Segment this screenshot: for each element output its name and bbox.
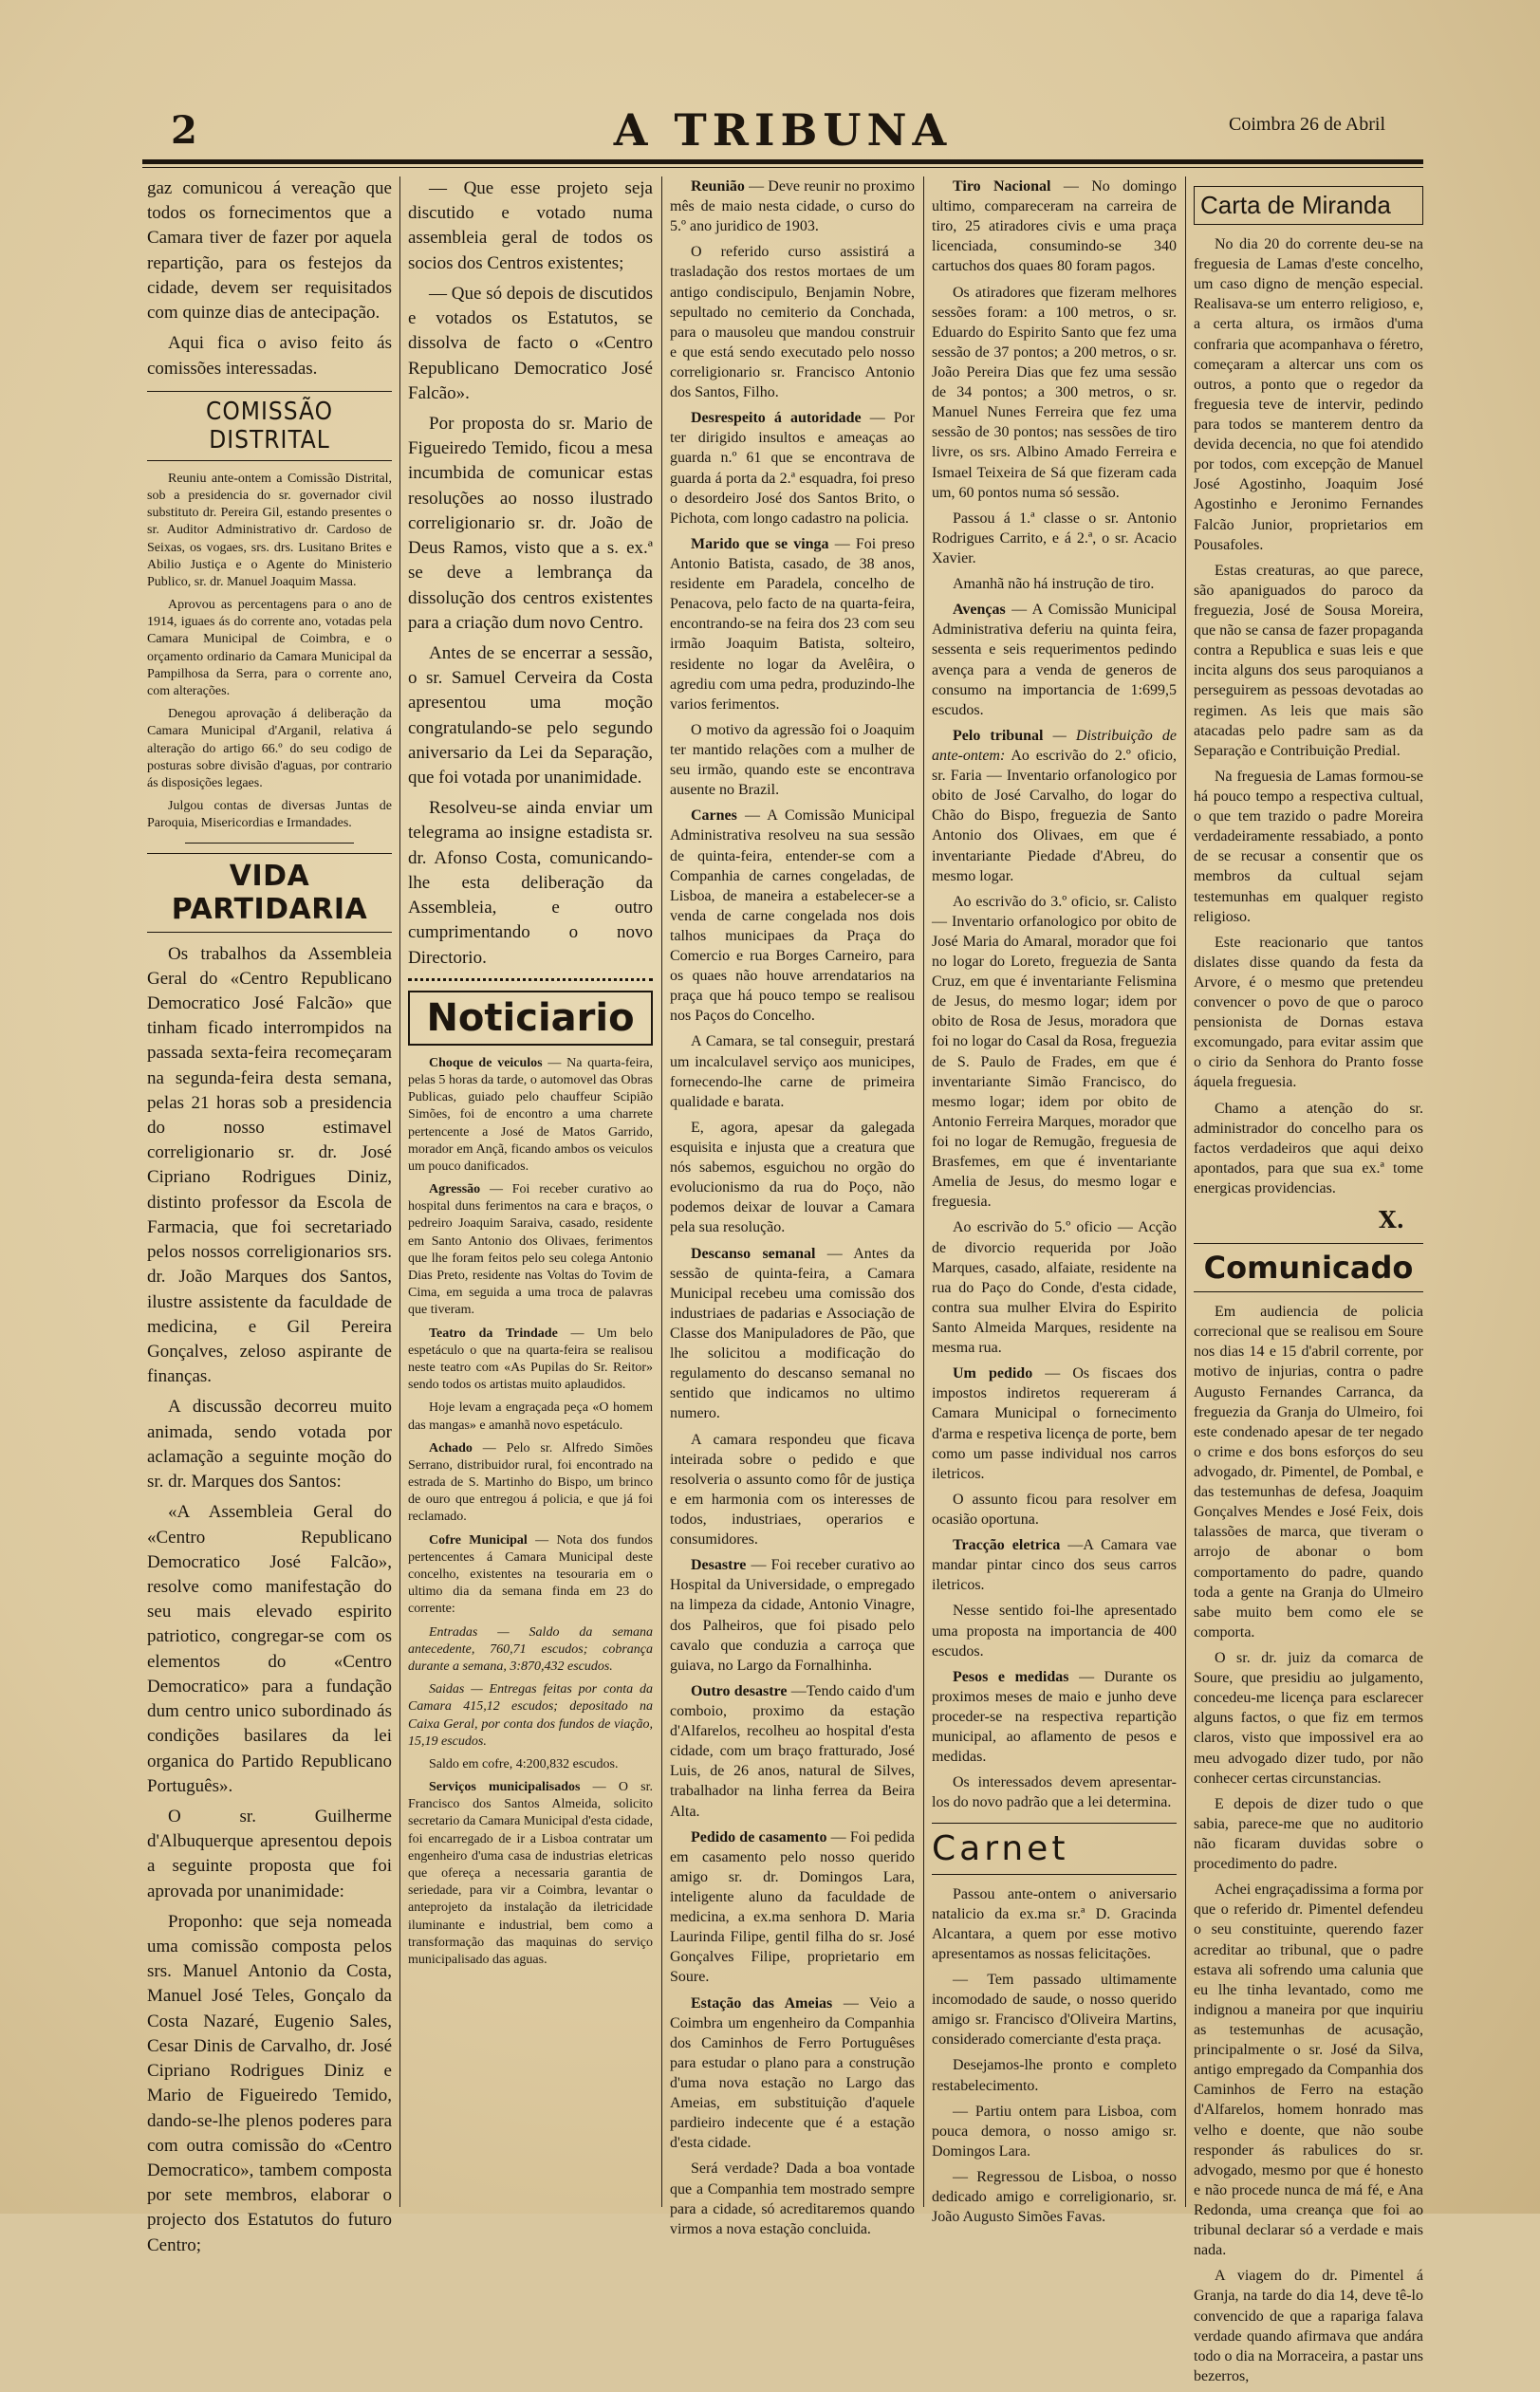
paragraph: O assunto ficou para resolver em ocasião oportuna. [932,1491,1177,1528]
paragraph: Proponho: que seja nomeada uma comissão composta pelos srs. Manuel Antonio da Costa, Manuel José Teles, Gonçalo da Costa Nazaré, Eugenio Sales, Cesar Dinis de Carvalho, dr. José Cipriano Rodrigues Diniz e Mario de Figueiredo Temido, dando-se-lhe plenos poderes para com outra comissão do «Centro Democratico», tambem composta por sete membros, elaborar o projecto dos Estatutos do futuro Centro; [147,1911,392,2255]
paragraph: Saldo em cofre, 4:200,832 escudos. [429,1756,619,1771]
column-rule [923,176,924,2207]
paragraph: Passou á 1.ª classe o sr. Antonio Rodrigues Carrito, e á 2.ª, o sr. Acacio Xavier. [932,510,1177,566]
news-keyword: Reunião [691,178,745,195]
paragraph: Ao escrivão do 3.º oficio, sr. Calisto — Inventario orfanologico por obito de José Maria do Amaral, morador que foi no logar do Loreto, freguezia de Santa Cruz, em que é inventariante Felismina de Jesus, do mesmo logar; idem por obito de Rosa de Jesus, moradora que foi no logar do Casal da Rosa, freguezia de S. Paulo de Frades, em que é inventariante Simão Francisco, do mesmo logar; idem por obito de Antonio Ferreira Marques, morador que foi no logar de Remugão, freguesia de Brasfemes, em que é inventariante Amelia de Jesus, do mesmo logar e freguesia. [932,893,1177,1211]
news-item: Pedido de casamento — Foi pedida em casamento pelo nosso querido amigo sr. dr. Domingos Lara, inteligente aluno da faculdade de medicina, a ex.ma senhora D. Maria Laurinda Filipe, gentil filha do sr. José Gonçalves Filipe, proprietario em Soure. [670,1828,916,1986]
column-1 [147,176,392,2264]
masthead: A TRIBUNA [613,104,953,156]
paragraph: Na freguesia de Lamas formou-se há pouco tempo a respectiva cultual, o que tem trazido o padre Moreira verdadeiramente ressabiado, a ponto de se recusar a consentir que os membros da cultual sejam testemunhas em qualquer registo religioso. [1194,768,1423,925]
paragraph: «A Assembleia Geral do «Centro Republicano Democratico José Falcão», resolve como manifestação do seu mais elevado espirito patriotico, congregar-se com os elementos do «Centro Democratico» para a fundação dum centro unico subordinado ás condições basilares da lei organica do Partido Republicano Português». [147,1502,392,1796]
news-keyword: Serviços municipalisados [429,1780,581,1795]
paragraph: Denegou aprovação á deliberação da Camara Municipal d'Arganil, relativa á alteração do artigo 66.º do seu codigo de posturas sobre divisão d'aguas, por contrario ás disposições legaes. [147,707,392,790]
paragraph: Os trabalhos da Assembleia Geral do «Centro Republicano Democratico José Falcão» que tinham ficado interrompidos na passada sexta-feira recomeçaram na segunda-feira desta semana, pelas 21 horas sob a presidencia do nosso estimavel correligionario sr. dr. José Cipriano Rodrigues Diniz, distinto professor da Escola de Farmacia, que foi secretariado pelos nossos correligionarios srs. dr. João Marques dos Santos, ilustre assistente da faculdade de medicina, e Gil Pereira Gonçalves, zeloso aspirante de finanças. [147,943,392,1387]
news-keyword: Desrespeito á autoridade [691,410,862,427]
news-item: Choque de veiculos — Na quarta-feira, pelas 5 horas da tarde, o automovel das Obras Publicas, guiado pelo chauffeur Scipião Simões, foi de encontro a uma charrete pertencente a José de Matos Garrido, morador em Ançã, ficando ambos os veiculos um pouco danificados. [408,1055,654,1174]
paragraph: — Que só depois de discutidos e votados os Estatutos, se dissolva de facto o «Centro Republicano Democratico José Falcão». [408,283,653,403]
news-keyword: Carnes [691,807,737,825]
news-item: Pelo tribunal — Distribuição de ante-ontem: Ao escrivão do 2.º oficio, sr. Faria — Inventario orfanologico por obito de José Carvalho, do logar do Chão do Bispo, freguezia de Santo Antonio dos Olivaes, em que é inventariante Piedade d'Abreu, do mesmo logar. [932,727,1178,884]
news-keyword: Outro desastre [691,1682,788,1699]
paragraph: Chamo a atenção do sr. administrador do concelho para os factos verdadeiros que aqui deixo apontados, para que sua ex.ª tome energicas providencias. [1194,1100,1423,1197]
paragraph: — Que esse projeto seja discutido e votado numa assembleia geral de todos os socios dos Centros existentes; [408,178,653,273]
signature: X. [1379,1206,1404,1234]
paragraph: — Partiu ontem para Lisboa, com pouca demora, o nosso amigo sr. Domingos Lara. [932,2103,1177,2160]
paragraph: A viagem do dr. Pimentel á Granja, na tarde do dia 14, deve tê-lo convencido de que a rapariga falava verdade quando afirmava que andára todo o dia na Morraceira, a pastar uns bezerros, [1194,2268,1423,2384]
news-keyword: Choque de veiculos [429,1055,543,1070]
column-3 [670,176,915,2245]
header-rule [142,159,1423,164]
news-item: Teatro da Trindade — Um belo espetáculo o que na quarta-feira se realisou neste teatro com «As Pupilas do Sr. Reitor» sendo todos os artistas muito aplaudidos. [408,1326,653,1393]
news-keyword: Achado [429,1440,473,1456]
paragraph: Os interessados devem apresentar-los do novo padrão que a lei determina. [932,1774,1177,1811]
column-rule [661,176,662,2207]
page-header [142,104,1423,161]
news-item: Desastre — Foi receber curativo ao Hospital da Universidade, o empregado na limpeza da cidade, Antonio Vinagre, dos Palheiros, que foi pisado pelo cavalo que conduzia a carroça que guiava, no Largo da Fornalhinha. [670,1557,915,1674]
paragraph: A Camara, se tal conseguir, prestará um incalculavel serviço aos municipes, fornecendo-lhe carne de primeira qualidade e barata. [670,1033,915,1110]
news-keyword: Agressão [429,1182,481,1197]
news-item: Marido que se vinga — Foi preso Antonio Batista, casado, de 38 anos, residente em Paradela, concelho de Penacova, pelo facto de na quarta-feira, encontrando-se na feira dos 23 com seu irmão Joaquim Batista, solteiro, residente no logar da Avelêira, o agrediu com uma pedra, produzindo-lhe varios ferimentos. [670,535,916,713]
paragraph: Em audiencia de policia correcional que se realisou em Soure nos dias 14 e 15 d'abril corrente, por motivo de injurias, contra o padre Augusto Fernandes Carranca, da freguezia da Granja do Ulmeiro, foi este condenado apesar de ter negado o crime e dos bons esforços do seu advogado, dr. Pimentel, de Pombal, e das testemunhas de defesa, Joaquim Gonçalves Mendes e José Feix, dois talassões de marca, que tiveram o arrojo de abonar o bom comportamento do padre, quando toda a gente na Granja do Ulmeiro sabe muito bem como ele se comporta. [1194,1304,1423,1641]
section-title-carnet: Carnet [932,1823,1177,1875]
news-item: Agressão — Foi receber curativo ao hospital duns ferimentos na cara e braços, o pedreiro Joaquim Saraiva, casado, residente em Santo Antonio dos Olivaes, ferimentos que lhe foram feitos pelo seu colega Antonio Dias Preto, residente nas Voltas do Tovim de Cima, em seguida a uma troca de palavras que tiveram. [408,1182,653,1318]
news-keyword: Tiro Nacional [953,178,1051,195]
paragraph: Este reacionario que tantos dislates disse quando da festa da Arvore, é o mesmo que pretendeu convencer o povo de que o paroco pensionista de Dornas estava excomungado, para evitar assim que o cirio da Senhora do Pranto fosse áquela freguesia. [1194,934,1423,1091]
news-item: Descanso semanal — Antes da sessão de quinta-feira, a Camara Municipal recebeu uma comissão dos industriaes de padarias e Associação de Classe dos Manipuladores de Pão, que lhe solicitou a modificação do regulamento do descanso semanal no sentido que indicamos no ultimo numero. [670,1245,916,1422]
news-keyword: Avenças [953,602,1006,619]
news-item: Desrespeito á autoridade — Por ter dirigido insultos e ameaças ao guarda n.º 61 que se encontrava de guarda á porta da 2.ª esquadra, foi preso o desordeiro José dos Santos Brito, o Pichota, com longo cadastro na policia. [670,410,916,527]
news-keyword: Estação das Ameias [691,1994,833,2012]
paragraph: — Regressou de Lisboa, o nosso dedicado amigo e correligionario, sr. João Augusto Simões Favas. [932,2168,1177,2226]
paragraph: No dia 20 do corrente deu-se na freguesia de Lamas d'este concelho, um caso digno de menção especial. Realisava-se um enterro religioso, e, a certa altura, os irmãos d'uma confraria que acompanhava o féretro, começaram a altercar uns com os outros, a ponto que o regedor da freguesia teve de intervir, pedindo para todos se manterem dentro da devida decencia, no que foi atendido por todos, com excepção de Manuel José Agostinho, Joaquim José Agostinho e Jeronimo Fernandes Falcão Junior, proprietarios em Pousafoles. [1194,236,1423,553]
news-item: Avenças — A Comissão Municipal Administrativa deferiu na quinta feira, sessenta e seis requerimentos pedindo avença para a venda de generos de consumo na importancia de 1:699,5 escudos. [932,602,1177,718]
news-keyword: Marido que se vinga [691,535,829,552]
paragraph: Por proposta do sr. Mario de Figueiredo Temido, ficou a mesa incumbida de comunicar estas resoluções ao nosso ilustrado correligionario sr. dr. João de Deus Ramos, visto que a s. ex.ª se deve a lembrança da dissolução dos centros existentes para a criação dum novo Centro. [408,413,653,633]
column-rule [1185,176,1186,2207]
header-rule-thin [142,167,1423,168]
paragraph: O sr. Guilherme d'Albuquerque apresentou depois a seguinte proposta que foi aprovada por unanimidade: [147,1806,392,1901]
page-number: 2 [171,108,197,153]
paragraph: Nesse sentido foi-lhe apresentado uma proposta na importancia de 400 escudos. [932,1603,1177,1660]
paragraph: Aprovou as percentagens para o ano de 1914, iguaes ás do corrente ano, votadas pela Camara Municipal de Coimbra, e o orçamento ordinario da Camara Municipal da Pampilhosa da Serra, para o corrente ano, com alterações. [147,598,392,698]
paragraph: Ao escrivão do 5.º oficio — Acção de divorcio requerida por João Marques, casado, alfaiate, residente na rua do Paço do Conde, d'esta cidade, contra sua mulher Elvira do Espirito Santo Almeida Marques, residente na mesma rua. [932,1219,1177,1357]
news-item: Carnes — A Comissão Municipal Administrativa resolveu na sua sessão de quinta-feira, entender-se com a Companhia de carnes congeladas, de Lisboa, de maneira a estabelecer-se a venda de carne congelada nos dois talhos municipaes da Praça do Comercio e rua Borges Carneiro, para os quaes não houve arrendatarios na praça que há pouco tempo se realisou nos Paços do Concelho. [670,807,915,1025]
news-item: Serviços municipalisados — O sr. Francisco dos Santos Almeida, solicito secretario da Camara Municipal d'esta cidade, foi encarregado de ir a Lisboa contratar um engenheiro d'uma casa de industrias eletricas que ofereça a necessaria garantia de seriedade, para vir a Coimbra, levantar o anteprojeto da instalação da iletricidade iluminante e industrial, bem como a transformação das maquinas do serviço municipalisado das aguas. [408,1780,654,1967]
news-keyword: Descanso semanal [691,1245,816,1262]
news-keyword: Desastre [691,1557,747,1574]
paragraph: Julgou contas de diversas Juntas de Paroquia, Misericordias e Irmandades. [147,799,392,831]
paragraph: Entradas — Saldo da semana antecedente, 760,71 escudos; cobrança durante a semana, 3:870,432 escudos. [408,1624,653,1674]
dateline: Coimbra 26 de Abril [1229,114,1385,135]
news-item: Reunião — Deve reunir no proximo mês de maio nesta cidade, o curso do 5.º ano juridico de 1903. [670,178,915,235]
news-item: Outro desastre —Tendo caido d'um comboio, proximo da estação d'Alfarelos, recolheu ao hospital d'esta cidade, com um braço fratturado, José Luis, de 26 anos, natural de Silves, trabalhador na linha ferrea da Beira Alta. [670,1682,916,1820]
paragraph: Passou ante-ontem o aniversario natalicio da ex.ma sr.ª D. Gracinda Alcantara, a quem por esse motivo apresentamos as nossas felicitações. [932,1885,1177,1962]
news-keyword: Pelo tribunal [953,727,1044,744]
divider [185,843,354,844]
column-rule [399,176,400,2207]
news-keyword: Cofre Municipal [429,1532,528,1548]
column-5 [1194,176,1423,2392]
section-title-carta-de-miranda: Carta de Miranda [1194,186,1423,225]
paragraph: Resolveu-se ainda enviar um telegrama ao insigne estadista sr. dr. Afonso Costa, comunicando-lhe esta deliberação da Assembleia, e outro cumprimentando o novo Directorio. [408,798,653,968]
news-keyword: Tracção eletrica [953,1537,1061,1554]
column-2 [408,176,653,1975]
paragraph: A discussão decorreu muito animada, sendo votada por aclamação a seguinte moção do sr. dr. Marques dos Santos: [147,1397,392,1493]
news-item: Um pedido — Os fiscaes dos impostos indiretos requereram á Camara Municipal o fornecimento d'arma e respetiva licença de porte, bem como um passe individual nos carros iletricos. [932,1365,1178,1482]
news-item: Pesos e medidas — Durante os proximos meses de maio e junho deve proceder-se na respectiva repartição municipal, ao aflamento de pesos e medidas. [932,1668,1178,1766]
section-title-comunicado: Comunicado [1194,1243,1423,1292]
paragraph: Estas creaturas, ao que parece, são apaniguados do paroco da freguezia, José de Sousa Moreira, que não se cansa de fazer propaganda contra a Republica e suas leis e que incita alguns dos seus paroquianos a perseguirem as pessoas devotadas ao regimen. As leis que mais são atacadas pelo padre sam as da Separação e Contribuição Predial. [1194,562,1423,759]
paragraph: O motivo da agressão foi o Joaquim ter mantido relações com a mulher de seu irmão, quando este se encontrava ausente no Brazil. [670,721,915,799]
paragraph: Amanhã não há instrução de tiro. [953,576,1155,593]
paragraph: O sr. dr. juiz da comarca de Soure, que presidiu ao julgamento, concedeu-me licença para esclarecer alguns factos, o que fiz em termos claros, visto que impossivel era ao meu advogado dizer tudo, por não conhecer certas circunstancias. [1194,1650,1423,1787]
paragraph: — Tem passado ultimamente incomodado de saude, o nosso querido amigo sr. Francisco d'Oliveira Martins, considerado comerciante d'esta praça. [932,1971,1177,2049]
news-item: Achado — Pelo sr. Alfredo Simões Serrano, distribuidor rural, foi encontrado na estrada de S. Martinho do Bispo, um brinco de ouro que entregou á policia, e que já foi reclamado. [408,1440,653,1525]
paragraph: Reuniu ante-ontem a Comissão Distrital, sob a presidencia do sr. governador civil substituto dr. Pereira Gil, estando presentes o sr. Auditor Administrativo dr. Cardoso de Seixas, os vogaes, srs. drs. Lusitano Brites e Abilio Justiça e o Agente do Ministerio Publico, sr. dr. Manuel Joaquim Massa. [147,471,392,589]
paragraph: Aqui fica o aviso feito ás comissões interessadas. [147,333,392,379]
news-item: Tracção eletrica —A Camara vae mandar pintar cinco dos seus carros iletricos. [932,1537,1178,1594]
paragraph: gaz comunicou á vereação que todos os fornecimentos que a Camara tiver de fazer por aquela repartição, para os festejos da cidade, devem ser requisitados com quinze dias de antecipação. [147,178,392,324]
paragraph: E, agora, apesar da galegada esquisita e injusta que a creatura que nós sabemos, esguichou no orgão do evolucionismo da rua do Poço, não podemos deixar de louvar a Camara pela sua resolução. [670,1119,915,1236]
section-title-comissao-distrital: COMISSÃO DISTRITAL [147,391,392,461]
paragraph: A camara respondeu que ficava inteirada sobre o pedido e que resolveria o assunto como fôr de justiça e em harmonia com os interesses de todos, industriaes, operarios e consumidores. [670,1431,915,1548]
news-item: Tiro Nacional — No domingo ultimo, compareceram na carreira de tiro, 25 atiradores civis e uma praça licenciada, consumindo-se 340 cartuchos dos quaes 80 foram pagos. [932,178,1177,275]
divider [408,978,653,981]
column-4 [932,176,1177,2233]
paragraph: E depois de dizer tudo o que sabia, parece-me que no auditorio não ficaram duvidas sobre o procedimento do padre. [1194,1795,1423,1873]
news-keyword: Teatro da Trindade [429,1326,558,1341]
paragraph: O referido curso assistirá a trasladação dos restos mortaes de um antigo condiscipulo, Benjamin Nobre, sepultado no cemiterio da Conchada, para o mausoleu que mandou construir e que está sendo executado pelo nosso correligionario sr. Francisco Antonio dos Santos, Filho. [670,244,915,401]
paragraph: Saidas — Entregas feitas por conta da Camara 415,12 escudos; depositado na Caixa Geral, por conta dos fundos de viação, 15,19 escudos. [408,1682,653,1749]
section-title-noticiario: Noticiario [408,991,653,1046]
paragraph: Achei engraçadissima a forma por que o referido dr. Pimentel defendeu o seu constituinte, querendo fazer acreditar ao tribunal, que o padre estava ali sofrendo uma calunia que eu lhe tinha levantado, como me indignou a maneira por que inquiriu as testemunhas de acusação, principalmente o sr. José da Silva, antigo empregado da Companhia dos Caminhos de Ferro na estação d'Alfarelos, homem honrado mas velho e doente, que não soube responder ás rabulices do sr. advogado, mesmo por que é honesto e não procede nunca de má fé, e Ana Redonda, uma creança que foi ao tribunal declarar só a verdade e mais nada. [1194,1882,1423,2259]
paragraph: Será verdade? Dada a boa vontade que a Companhia tem mostrado sempre para a cidade, só acreditaremos quando virmos a nova estação concluida. [670,2160,915,2237]
news-item: Estação das Ameias — Veio a Coimbra um engenheiro da Companhia dos Caminhos de Ferro Portuguêses para estudar o plano para a construção d'uma nova estação no Largo das Ameias, em substituição d'aquele pardieiro indecente que é a estação d'esta cidade. [670,1994,916,2152]
paragraph: Desejamos-lhe pronto e completo restabelecimento. [932,2057,1177,2094]
paragraph: Os atiradores que fizeram melhores sessões foram: a 100 metros, o sr. Eduardo do Espirito Santo que fez uma sessão de 37 pontos; a 200 metros, o sr. João Pereira Dias que fez uma sessão de 34 pontos; a 300 metros, o sr. Manuel Nunes Ferreira que fez uma sessão de 30 pontos; nas sessões de tiro livre, os srs. Albino Amado Ferreira e Ismael Teixeira de Sá que fizeram cada um, 60 pontos numa só sessão. [932,284,1177,501]
news-keyword: Um pedido [953,1365,1033,1382]
news-item: Cofre Municipal — Nota dos fundos pertencentes á Camara Municipal deste concelho, existentes na tesouraria em o ultimo dia da semana finda em 23 do corrente: [408,1532,654,1617]
news-keyword: Pedido de casamento [691,1828,827,1845]
section-title-vida-partidaria: VIDA PARTIDARIA [147,853,392,933]
paragraph: Hoje levam a engraçada peça «O homem das mangas» e amanhã novo espetáculo. [408,1400,653,1433]
news-keyword: Pesos e medidas [953,1668,1069,1685]
paragraph: Antes de se encerrar a sessão, o sr. Samuel Cerveira da Costa apresentou uma moção congratulando-se pelo segundo aniversario da Lei da Separação, que foi votada por unanimidade. [408,642,653,788]
